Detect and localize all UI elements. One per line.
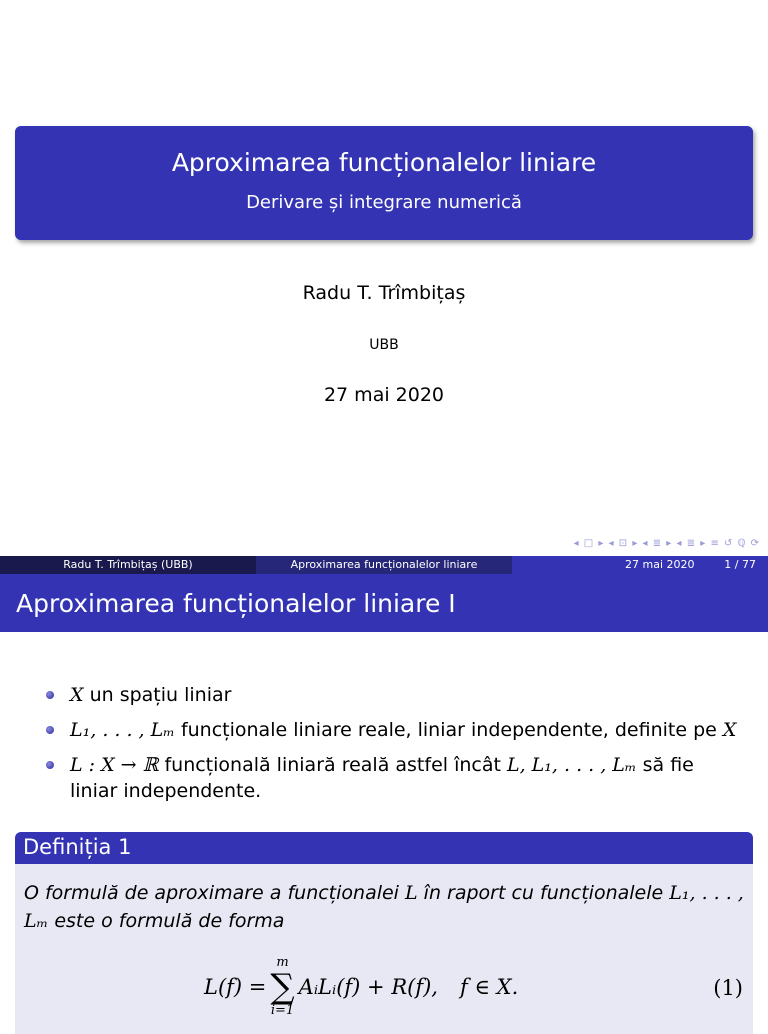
sum-lower-limit: i=1 [270,1003,295,1018]
formula-rhs: AᵢLᵢ(f) + R(f), [298,975,438,999]
bullet-math: L₁, . . . , Lₘ [70,719,175,741]
footline-author: Radu T. Trîmbițaș (UBB) [0,556,256,574]
bullet-icon [46,691,54,699]
bullet-text-2: să fie liniar independente. [70,754,694,802]
list-item [46,682,746,708]
bullet-list [46,682,746,813]
definition-text [24,879,744,935]
author-name: Radu T. Trîmbițaș [302,282,466,304]
footline-date: 27 mai 2020 [625,558,695,571]
bullet-math-2: L, L₁, . . . , Lₘ [506,754,637,776]
summation [270,956,294,1018]
approximation-formula [204,956,518,1018]
presentation-date: 27 mai 2020 [323,384,445,406]
footline-title: Aproximarea funcționalelor liniare [256,556,512,574]
title-block [15,126,753,240]
list-item [46,717,746,743]
footline-date-page [512,556,768,574]
bullet-icon [46,726,54,734]
footline-page-number: 1 / 77 [724,558,756,571]
frame-title: Aproximarea funcționalelor liniare I [16,589,456,618]
bullet-text: funcțională liniară reală astfel încât [158,754,507,776]
formula-condition: f ∈ X. [459,975,519,999]
definition-text-part: în raport cu funcționalele [417,882,670,904]
bullet-math-2: X [722,719,737,741]
footline [0,556,768,574]
definition-text-part: O formulă de aproximare a funcționalei [24,882,406,904]
definition-title: Definiția 1 [23,835,132,859]
presentation-subtitle: Derivare și integrare numerică [246,192,522,213]
presentation-title: Aproximarea funcționalelor liniare [171,148,597,177]
equation-number: (1) [713,976,743,1000]
definition-header [15,832,753,864]
definition-text-part: este o formulă de forma [48,910,285,932]
sum-upper-limit: m [276,955,289,970]
bullet-math: L : X → ℝ [70,754,159,776]
formula-lhs: L(f) = [204,975,267,999]
bullet-text: funcționale liniare reale, liniar independente, definite pe [174,719,723,741]
bullet-text: un spațiu liniar [83,684,232,706]
navigation-symbols[interactable]: ◂ □ ▸ ◂ ⊡ ▸ ◂ ≣ ▸ ◂ ≣ ▸ ≡ ↺ ℚ ⟳ [573,538,760,549]
frame-title-bar [0,574,768,632]
definition-math: L [405,882,418,904]
bullet-icon [46,761,54,769]
sigma-icon: ∑ [270,967,295,1007]
definition-math: L₁, . . . , Lₘ [24,882,744,932]
institute: UBB [369,337,399,353]
bullet-math: X [70,684,84,706]
list-item [46,752,746,804]
definition-body [15,864,753,1034]
